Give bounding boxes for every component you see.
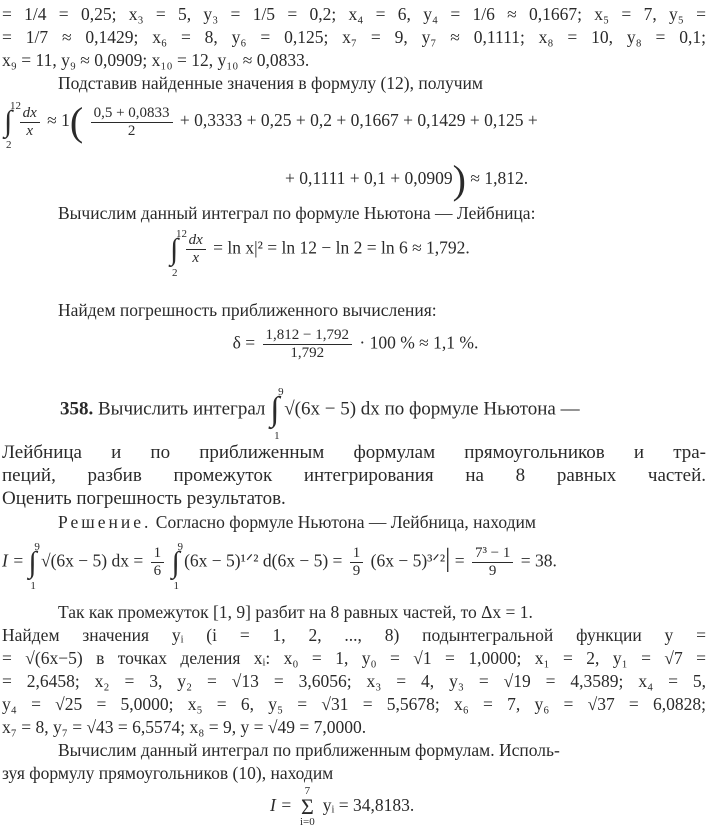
formula-trapezoid-cont: + 0,1111 + 0,1 + 0,0909) ≈ 1,812. — [285, 157, 529, 202]
formula-error: δ = $\frac{1,812 - 1,792}{1,792}$ · 100 % ≈ 1,1 %. — [232, 327, 479, 361]
formula-part: + 0,3333 + 0,25 + 0,2 + 0,1667 + 0,1429 + 0,125 + — [179, 110, 538, 131]
text-line: = 1/4 = 0,25; x₃ = 5, y₃ = 1/5 = 0,2; x₄ = 6, y₄ = 1/6 ≈ 0,1667; x₅ = 7, y₅ = — [2, 4, 706, 24]
text-line: y₄ = √25 = 5,0000; x₅ = 6, y₅ = √31 = 5,5678; x₆ = 7, y₆ = √37 = 6,0828; — [2, 694, 706, 714]
text-line: x₉ = 11, y₉ ≈ 0,0909; x₁₀ = 12, y₁₀ ≈ 0,0833. — [2, 50, 310, 70]
problem-statement: 358. Вычислить интеграл ∫ 9 1 √(6x − 5) dx по формуле Ньютона — — [60, 386, 580, 442]
formula-exact: I = ∫ 9 1 √(6x − 5) dx = $\frac{1}{6}$ ∫ 9 1 (6x − 5)¹ᐟ² d(6x − 5) = $\frac{1}{9}$ (6x − 5)³ᐟ²| = $\frac{\text{7³ − 1}}{9}$ = 38. — [2, 540, 557, 592]
formula-trapezoid: ∫ 12 2 $\frac{dx}{x}$ ≈ 1( $\frac{0,5 + 0,0833}{2}$ + 0,3333 + 0,25 + 0,2 + 0,1667 + 0,1429 + 0,125 + — [4, 99, 538, 151]
text-line: Найдем погрешность приближенного вычисления: — [58, 300, 437, 320]
text-line: = 1/7 ≈ 0,1429; x₆ = 8, y₆ = 0,125; x₇ = 9, y₇ ≈ 0,1111; x₈ = 10, y₈ = 0,1; — [2, 27, 706, 47]
text-line: зуя формулу прямоугольников (10), находим — [2, 763, 334, 783]
formula-rectangles: I = 7 Σ i=0 yᵢ = 34,8183. — [270, 785, 415, 828]
text-line: Оценить погрешность результатов. — [2, 488, 286, 509]
text-line: пеций, разбив промежуток интегрирования на 8 равных частей. — [2, 465, 706, 486]
text-line: Вычислим данный интеграл по приближенным формулам. Исполь- — [58, 740, 560, 760]
text-line: Вычислим данный интеграл по формуле Ньютона — Лейбница: — [58, 203, 536, 223]
integral-sign: ∫ 12 2 — [170, 227, 187, 279]
formula-part: ≈ 1 — [47, 110, 70, 131]
text-line: Найдем значения yᵢ (i = 1, 2, ..., 8) подынтегральной функции y = — [2, 625, 706, 645]
fraction: $\frac{dx}{x}$ — [186, 232, 206, 267]
text-line: Так как промежуток [1, 9] разбит на 8 равных частей, то Δx = 1. — [58, 602, 533, 622]
fraction: $\frac{0,5 + 0,0833}{2}$ — [91, 105, 173, 140]
text-line: Лейбница и по приближенным формулам прямоугольников и тра- — [2, 442, 706, 463]
text-line: = 2,6458; x₂ = 3, y₂ = √13 = 3,6056; x₃ = 4, y₃ = √19 = 4,3589; x₄ = 5, — [2, 671, 706, 691]
integral-sign: ∫ 12 2 — [4, 100, 21, 151]
solution-intro: Решение. Согласно формуле Ньютона — Лейбница, находим — [58, 512, 536, 532]
formula-newton-leibniz: ∫ 12 2 $\frac{dx}{x}$ = ln x|² = ln 12 − ln 2 = ln 6 ≈ 1,792. — [170, 227, 470, 279]
text-line: = √(6x−5) в точках деления xᵢ: x₀ = 1, y₀ = √1 = 1,0000; x₁ = 2, y₁ = √7 = — [2, 648, 706, 668]
fraction: $\frac{dx}{x}$ — [20, 105, 40, 140]
text-line: x₇ = 8, y₇ = √43 = 6,5574; x₈ = 9, y = √49 = 7,0000. — [2, 717, 367, 737]
text-line: Подставив найденные значения в формулу (12), получим — [58, 73, 483, 93]
